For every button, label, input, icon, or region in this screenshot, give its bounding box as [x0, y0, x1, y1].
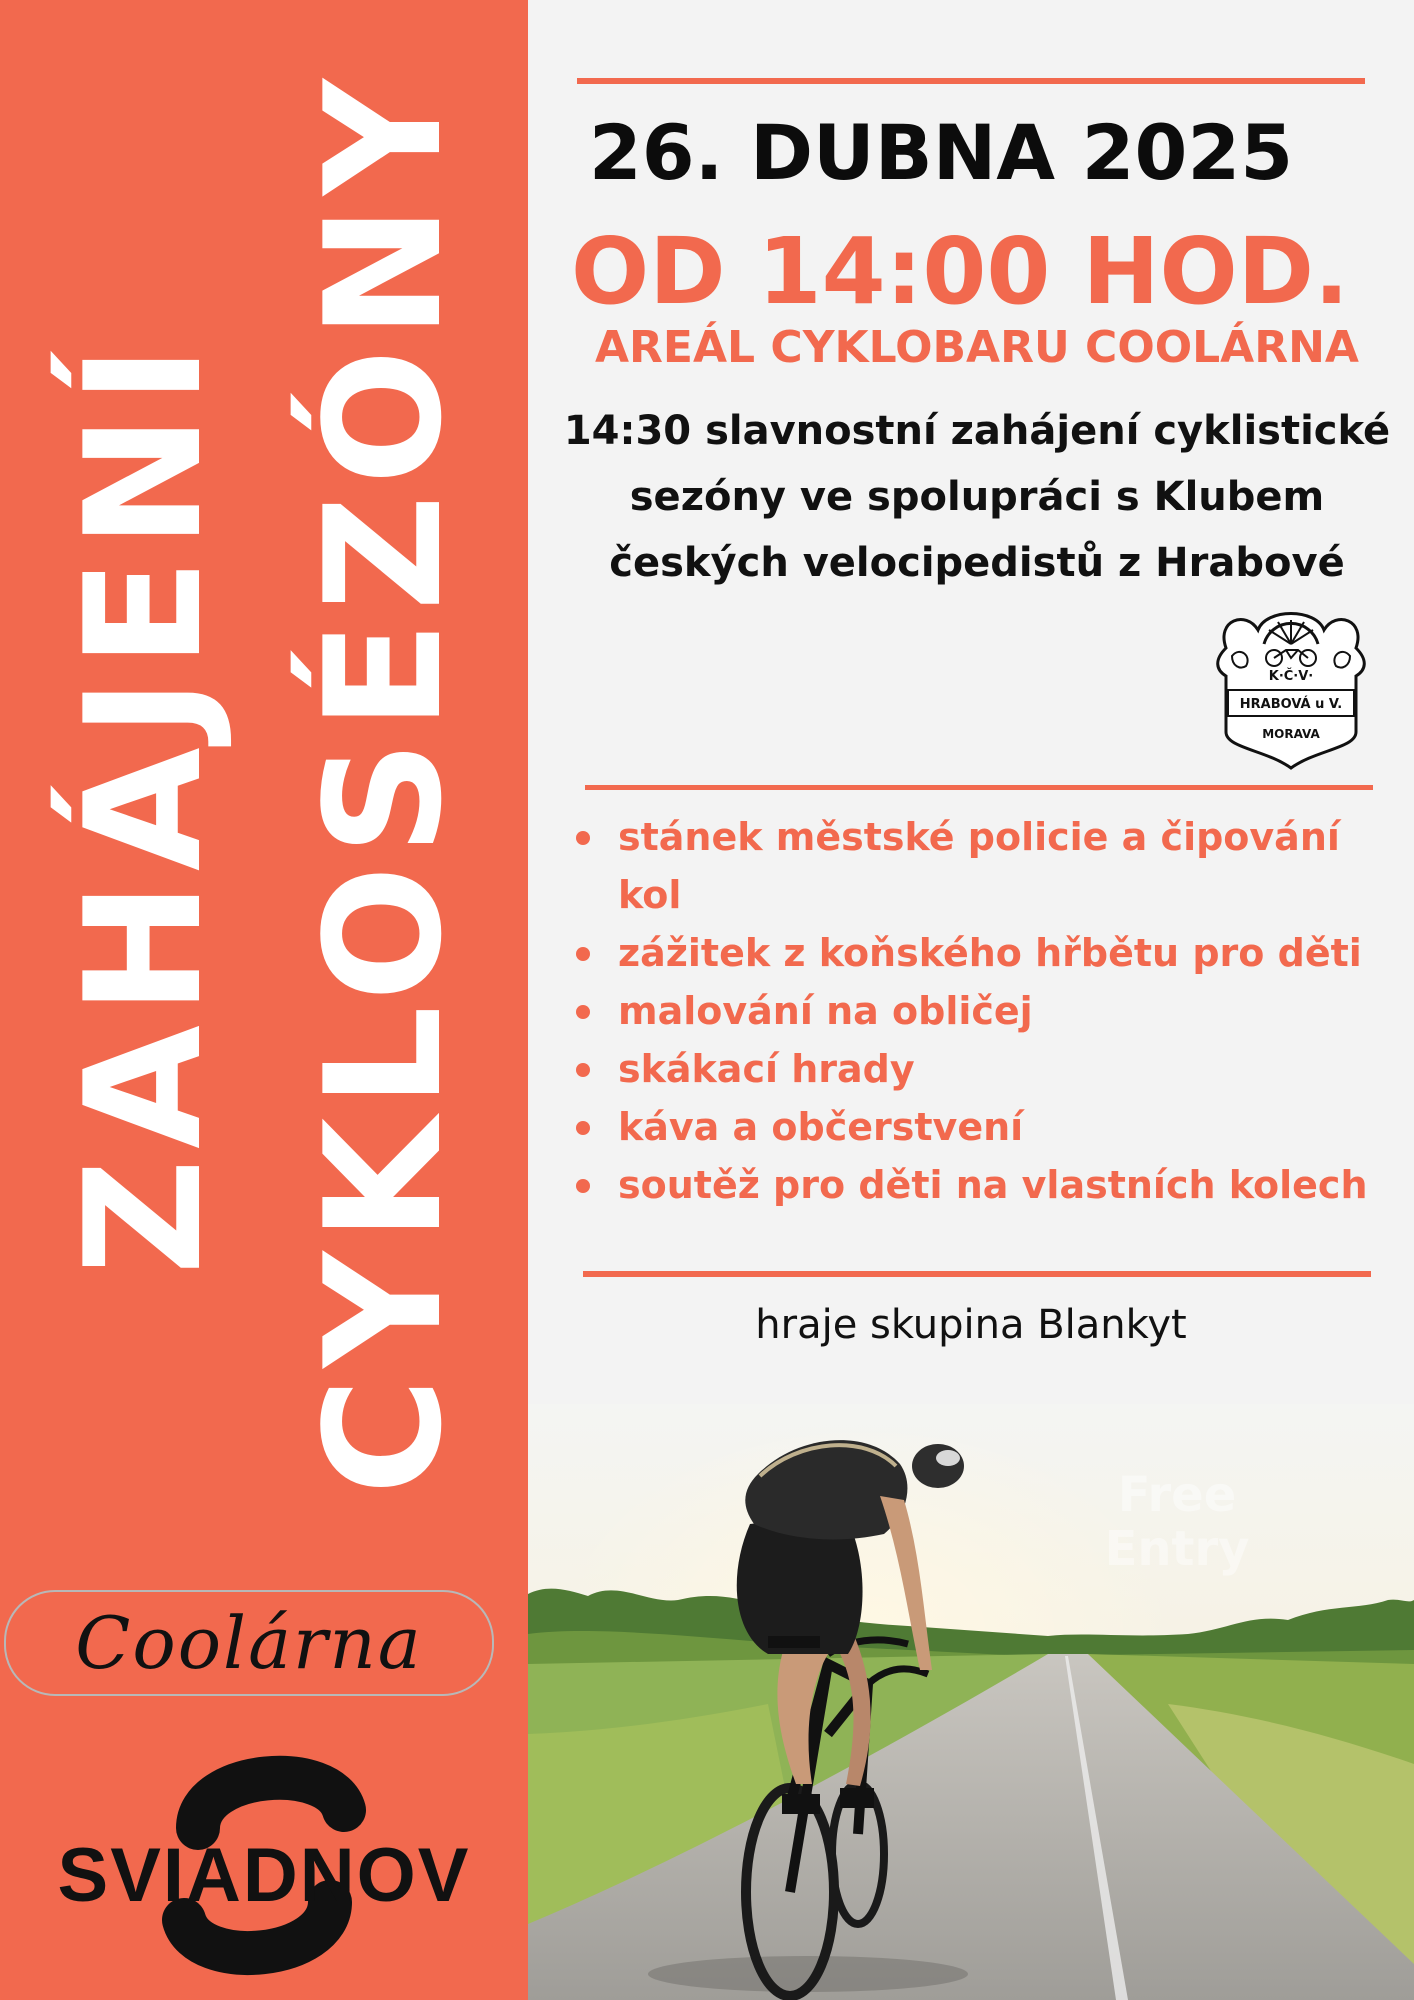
- middle-divider: [585, 785, 1373, 790]
- event-time: OD 14:00 HOD.: [570, 218, 1349, 325]
- activity-text: skákací hrady: [618, 1047, 915, 1091]
- activity-text: malování na obličej: [618, 989, 1033, 1033]
- list-item: [568, 808, 1414, 924]
- kcv-club-logo: [1206, 600, 1376, 778]
- vertical-title: [24, 69, 504, 1495]
- activity-text: káva a občerstvení: [618, 1105, 1024, 1149]
- free-entry-watermark: Free Entry: [1104, 1467, 1250, 1577]
- activity-text: stánek městské policie a čipování kol: [618, 815, 1340, 917]
- title-line-2: CYKLOSÉZÓNY: [290, 69, 477, 1495]
- coolarna-logo-text: Coolárna: [75, 1601, 423, 1685]
- list-item: [568, 982, 1414, 1040]
- event-date: 26. DUBNA 2025: [588, 108, 1294, 197]
- list-item: [568, 1040, 1414, 1098]
- top-divider: [577, 78, 1365, 84]
- band-info: hraje skupina Blankyt: [755, 1302, 1187, 1348]
- sviadnov-logo-text: SVIADNOV: [57, 1833, 471, 1918]
- activities-list: [568, 808, 1414, 1214]
- bullet-icon: [576, 947, 590, 961]
- sviadnov-logo: [0, 1750, 528, 1980]
- title-line-1: ZAHÁJENÍ: [50, 335, 237, 1275]
- event-description: 14:30 slavnostní zahájení cyklistické sezóny ve spolupráci s Klubem českých velocipedistů z Hrabové: [563, 408, 1391, 586]
- list-item: [568, 924, 1414, 982]
- bullet-icon: [576, 831, 590, 845]
- bottom-divider: [583, 1271, 1371, 1277]
- activity-text: zážitek z koňského hřbětu pro děti: [618, 931, 1362, 975]
- svg-text:K·Č·V·: K·Č·V·: [1268, 669, 1314, 684]
- coolarna-logo: [4, 1590, 494, 1696]
- svg-text:MORAVA: MORAVA: [1262, 727, 1320, 741]
- cyclist-photo: [528, 1404, 1414, 2000]
- bullet-icon: [576, 1063, 590, 1077]
- list-item: [568, 1156, 1414, 1214]
- left-panel: [0, 0, 528, 2000]
- bullet-icon: [576, 1005, 590, 1019]
- bullet-icon: [576, 1179, 590, 1193]
- bullet-icon: [576, 1121, 590, 1135]
- event-venue: AREÁL CYKLOBARU COOLÁRNA: [595, 322, 1359, 373]
- activity-text: soutěž pro děti na vlastních kolech: [618, 1163, 1368, 1207]
- svg-text:HRABOVÁ u V.: HRABOVÁ u V.: [1239, 697, 1343, 712]
- list-item: [568, 1098, 1414, 1156]
